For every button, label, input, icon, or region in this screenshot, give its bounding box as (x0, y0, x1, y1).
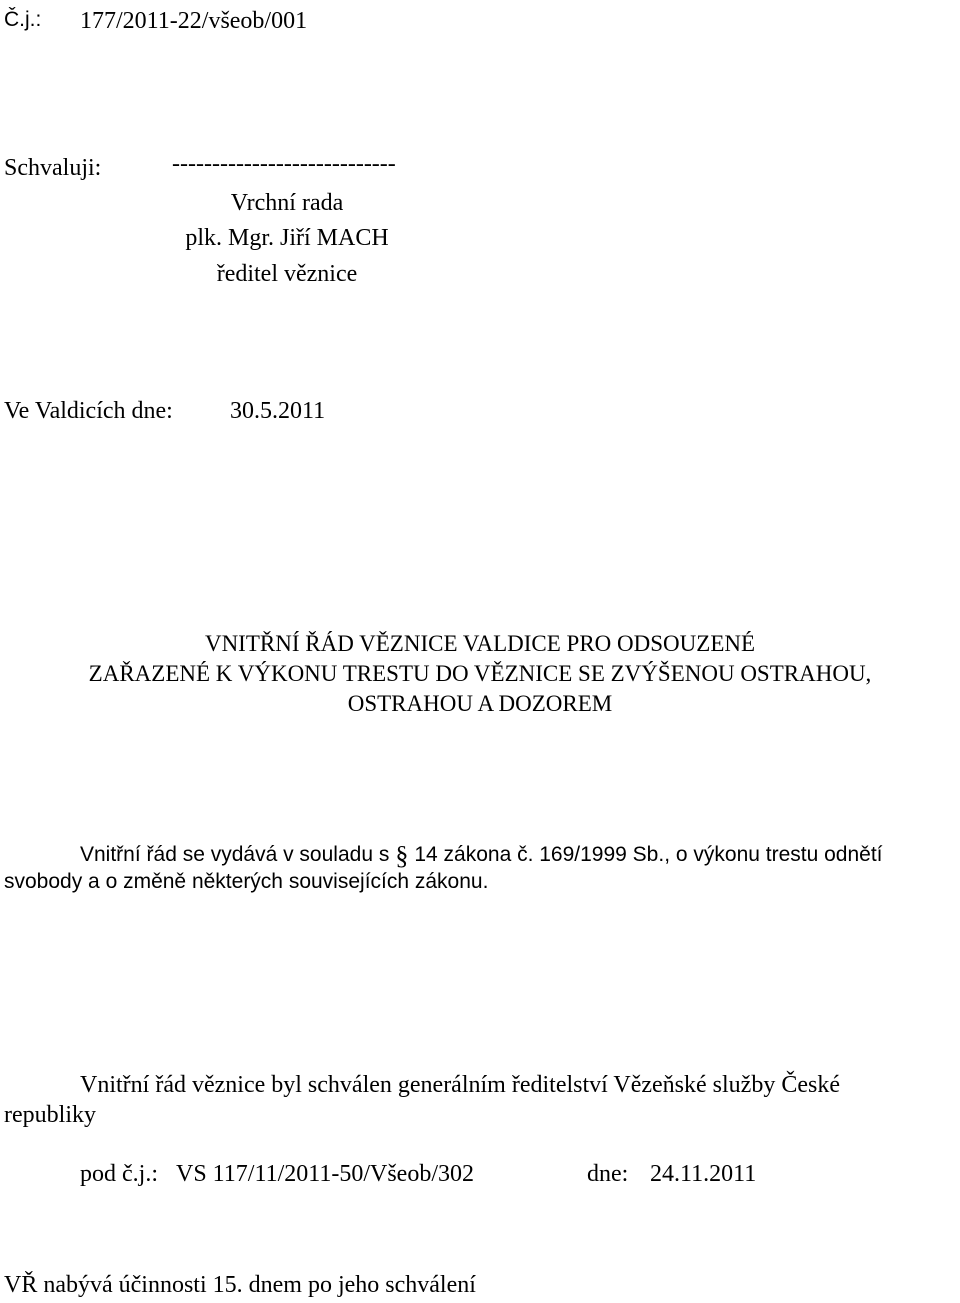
effective-statement: VŘ nabývá účinnosti 15. dnem po jeho schválení (4, 1272, 476, 1298)
approver-name: plk. Mgr. Jiří MACH (185, 225, 389, 251)
approval-label: Schvaluji: (4, 155, 102, 181)
legal-basis-line-1 (80, 840, 883, 870)
legal-basis-intro: Vnitřní řád se vydává v souladu s (80, 843, 390, 866)
approver-title: Vrchní rada (230, 190, 344, 216)
approver-position: ředitel věznice (216, 261, 358, 287)
document-title-line-3: OSTRAHOU A DOZOREM (347, 691, 613, 716)
reference-label: Č.j.: (4, 8, 42, 31)
section-sign: § (395, 841, 409, 870)
signature-line: ---------------------------- (172, 151, 396, 177)
approval-date-label: dne: (587, 1161, 629, 1187)
approval-note-line-1: Vnitřní řád věznice byl schválen generálním ředitelství Vězeňské služby České (80, 1072, 840, 1098)
approval-ref-label: pod č.j.: (80, 1161, 158, 1187)
legal-basis-line-2: svobody a o změně některých souvisejících zákonu. (4, 870, 489, 893)
approval-date-value: 24.11.2011 (650, 1161, 757, 1187)
legal-basis-law: 14 zákona č. 169/1999 Sb. (414, 843, 665, 866)
date-label: Ve Valdicích dne: (4, 398, 173, 424)
date-value: 30.5.2011 (230, 398, 326, 424)
document-title-line-2: ZAŘAZENÉ K VÝKONU TRESTU DO VĚZNICE SE ZVÝŠENOU OSTRAHOU, (88, 661, 872, 686)
approval-ref-value: VS 117/11/2011-50/Všeob/302 (176, 1161, 474, 1187)
reference-number: 177/2011-22/všeob/001 (80, 8, 308, 34)
legal-basis-law-name: , o výkonu trestu odnětí (664, 843, 883, 866)
document-title-line-1: VNITŘNÍ ŘÁD VĚZNICE VALDICE PRO ODSOUZENÉ (204, 631, 756, 656)
approval-note-line-2: republiky (4, 1102, 96, 1128)
